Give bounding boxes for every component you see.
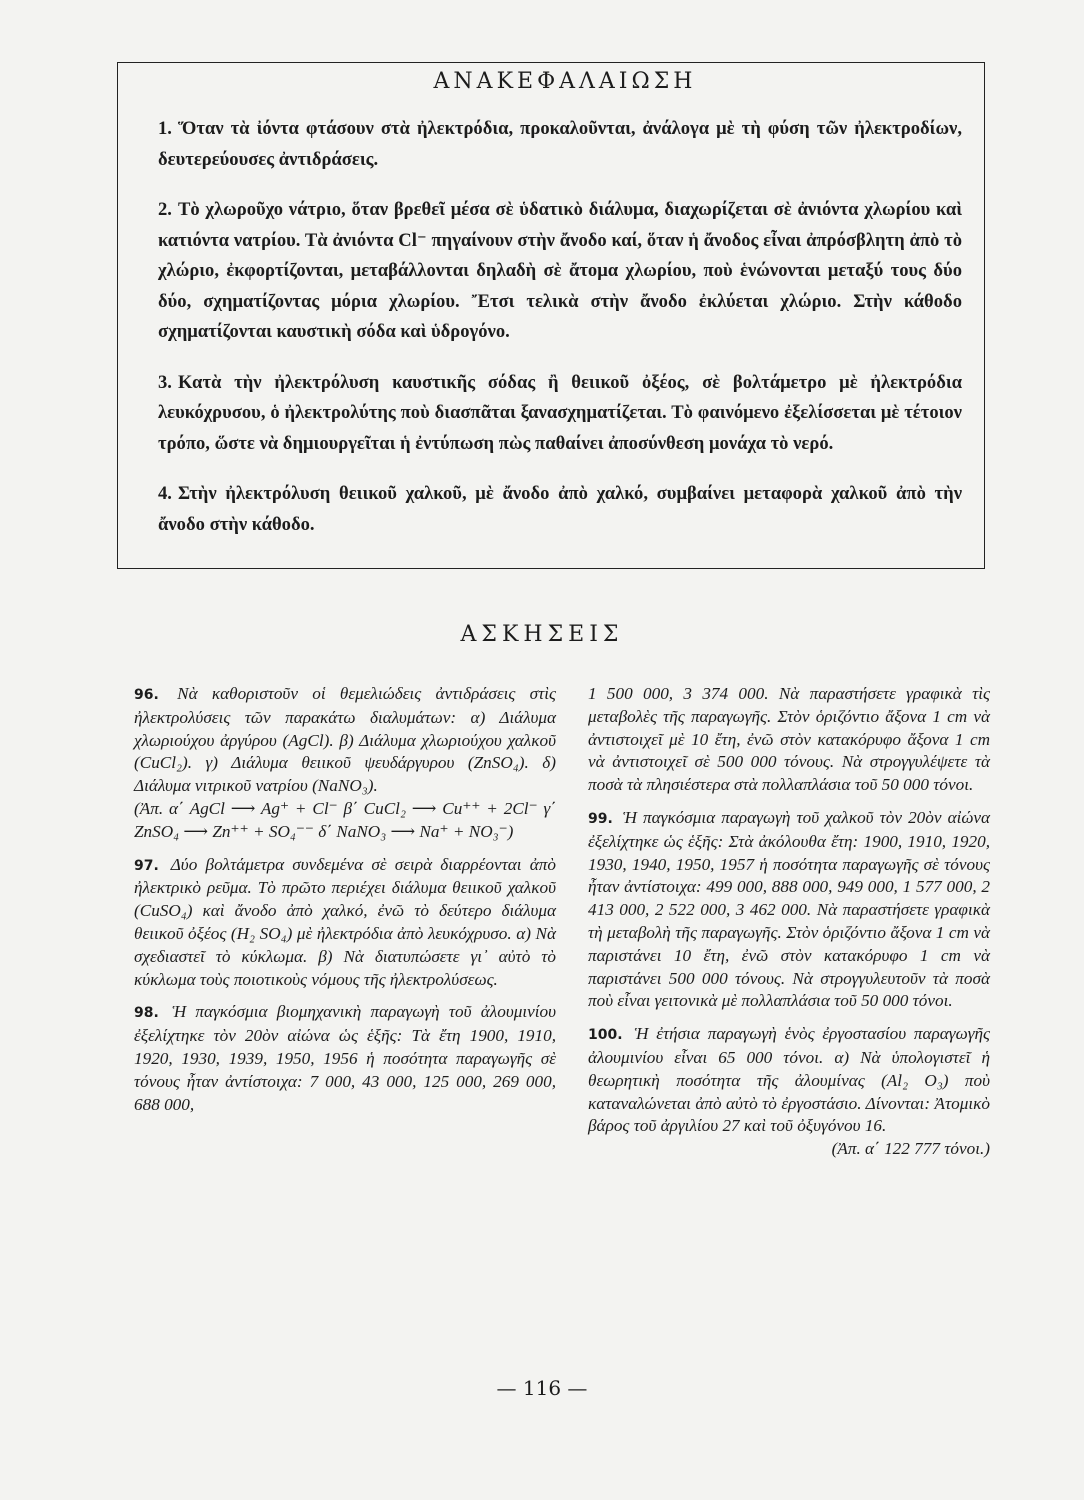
summary-item-text: Τὸ χλωροῦχο νάτριο, ὅταν βρεθεῖ μέσα σὲ ὑδατικὸ διάλυμα, διαχωρίζεται σὲ ἀνιόντα χλωρίου καὶ κατιόντα νατρίου. Τὰ ἀνιόντα Cl⁻ πηγαίνουν στὴν ἄνοδο καί, ὅταν ἡ ἄνοδος εἶναι ἀπρόσβλητη ἀπὸ τὸ χλώριο, ἐκφορτίζονται, μεταβάλλονται δηλαδὴ σὲ ἄτομα χλωρίου, ποὺ ἑνώνονται μεταξύ τους δύο δύο, σχηματίζοντας μόρια χλωρίου. Ἔτσι τελικὰ στὴν ἄνοδο ἐκλύεται χλώριο. Στὴν κάθοδο σχηματίζονται καυστικὴ σόδα καὶ ὑδρογόνο. <box>158 199 962 342</box>
summary-item-1 <box>158 114 962 175</box>
exercise-answer: (Ἀπ. α΄ AgCl ⟶ Ag⁺ + Cl⁻ β΄ CuCl₂ ⟶ Cu⁺⁺ + 2Cl⁻ γ΄ ZnSO₄ ⟶ Zn⁺⁺ + SO₄⁻⁻ δ΄ NaNO₃ ⟶ Na⁺ + NO₃⁻) <box>134 798 556 841</box>
summary-item-number: 2. <box>158 199 172 220</box>
exercise-number: 98. <box>134 1005 159 1022</box>
summary-item-number: 3. <box>158 371 172 393</box>
exercise-text: Ἡ παγκόσμια παραγωγὴ τοῦ χαλκοῦ τὸν 20ὸν αἰώνα ἐξελίχτηκε ὡς ἑξῆς: Στὰ ἀκόλουθα ἔτη: 1900, 1910, 1920, 1930, 1940, 1950, 1957 ἡ ποσότητα παραγωγῆς σὲ τόνους ἦταν ἀντίστοιχα: 499 000, 888 000, 949 000, 1 577 000, 2 413 000, 2 522 000, 3 462 000. Νὰ παραστήσετε γραφικὰ τὴ μεταβολὴ τῆς παραγωγῆς. Στὸν ὁριζόντιο ἄξονα 1 cm νὰ παριστάνει 10 ἔτη, ἐνῶ στὸν κατακόρυφο 1 cm νὰ παριστάνει 500 000 τόνους. Νὰ στρογγυλευτοῦν τὰ ποσὰ ποὺ εἶναι γειτονικὰ μὲ πολλαπλάσια τοῦ 50 000 τόνοι. <box>588 807 991 1011</box>
summary-item-text: Κατὰ τὴν ἠλεκτρόλυση καυστικῆς σόδας ἢ θειικοῦ ὀξέος, σὲ βολτάμετρο μὲ ἠλεκτρόδια λευκόχρυσου, ὁ ἠλεκτρολύτης ποὺ διασπᾶται ξανασχηματίζεται. Τὸ φαινόμενο ἐξελίσσεται μὲ τέτοιον τρόπο, ὥστε νὰ δημιουργεῖται ἡ ἐντύπωση πὼς παθαίνει ἀποσύνθεση μονάχα τὸ νερό. <box>158 371 962 454</box>
exercise-number: 100. <box>588 1027 623 1044</box>
exercise-number: 96. <box>134 687 159 703</box>
exercise-98-continuation: 1 500 000, 3 374 000. Νὰ παραστήσετε γραφικὰ τὶς μεταβολὲς τῆς παραγωγῆς. Στὸν ὁριζόντιο ἄξονα 1 cm νὰ ἀντιστοιχεῖ μὲ 10 ἔτη, ἐνῶ στὸν κατακόρυφο ἄξονα 1 cm νὰ ἀντιστοιχεῖ σὲ 500 000 τόνους. Νὰ στρογγυλέψετε τὰ ποσὰ τὰ πλησιέστερα στὰ πολλαπλάσια τοῦ 50 000 τόνοι. <box>588 684 990 795</box>
exercises-title: ΑΣΚΗΣΕΙΣ <box>460 622 624 647</box>
exercise-text: Ἡ ἐτήσια παραγωγὴ ἑνὸς ἐργοστασίου παραγωγῆς ἀλουμινίου εἶναι 65 000 τόνοι. α) Νὰ ὑπολογιστεῖ ἡ θεωρητικὴ ποσότητα τῆς ἀλουμίνας (Al₂ O₃) ποὺ καταναλώνεται ἀπὸ αὐτὸ τὸ ἐργοστάσιο. Δίνονται: Ἀτομικὸ βάρος τοῦ ἀργιλίου 27 καὶ τοῦ ὀξυγόνου 16. <box>588 1024 990 1136</box>
summary-item-number: 4. <box>158 483 172 504</box>
exercise-98 <box>134 1001 556 1116</box>
summary-item-3 <box>158 368 962 460</box>
exercise-99 <box>588 807 990 1013</box>
summary-box <box>117 62 985 569</box>
summary-item-4 <box>158 479 962 540</box>
exercise-answer: (Ἀπ. α΄ 122 777 τόνοι.) <box>831 1139 990 1159</box>
summary-item-number: 1. <box>158 118 172 139</box>
exercise-text: Δύο βολτάμετρα συνδεμένα σὲ σειρὰ διαρρέονται ἀπὸ ἠλεκτρικὸ ρεῦμα. Τὸ πρῶτο περιέχει διάλυμα θειικοῦ χαλκοῦ (CuSO₄) καὶ ἄνοδο ἀπὸ χαλκό, ἐνῶ τὸ δεύτερο διάλυμα θειικοῦ ὀξέος (H₂ SO₄) μὲ ἠλεκτρόδια ἀπὸ λευκόχρυσο. α) Νὰ σχεδιαστεῖ τὸ κύκλωμα. β) Νὰ διατυπώσετε γι᾽ αὐτὸ τὸ κύκλωμα τοὺς ποιοτικοὺς νόμους τῆς ἠλεκτρολύσεως. <box>134 854 556 989</box>
summary-item-text: Στὴν ἠλεκτρόλυση θειικοῦ χαλκοῦ, μὲ ἄνοδο ἀπὸ χαλκό, συμβαίνει μεταφορὰ χαλκοῦ ἀπὸ τὴν ἄνοδο στὴν κάθοδο. <box>158 483 962 535</box>
exercise-text: Ἡ παγκόσμια βιομηχανικὴ παραγωγὴ τοῦ ἀλουμινίου ἐξελίχτηκε τὸν 20ὸν αἰώνα ὡς ἑξῆς: Τὰ ἔτη 1900, 1910, 1920, 1930, 1939, 1950, 1956 ἡ ποσότητα παραγωγῆς σὲ τόνους ἦταν ἀντίστοιχα: 7 000, 43 000, 125 000, 269 000, 688 000, <box>134 1002 556 1114</box>
right-column <box>588 683 990 1171</box>
exercise-100 <box>588 1023 990 1161</box>
summary-title: ΑΝΑΚΕΦΑΛΑΙΩΣΗ <box>433 69 697 94</box>
page-number: — 116 — <box>496 1376 588 1400</box>
exercise-97 <box>134 854 556 992</box>
exercise-number: 97. <box>134 857 159 874</box>
exercise-text: Νὰ καθοριστοῦν οἱ θεμελιώδεις ἀντιδράσεις στὶς ἠλεκτρολύσεις τῶν παρακάτω διαλυμάτων: α) Διάλυμα χλωριούχου ἀργύρου (AgCl). β) Διάλυμα χλωριούχου χαλκοῦ (CuCl₂). γ) Διάλυμα θειικοῦ ψευδάργυρου (ZnSO₄). δ) Διάλυμα νιτρικοῦ νατρίου (NaNO₃). <box>134 684 557 796</box>
exercise-number: 99. <box>588 810 613 827</box>
exercise-96 <box>134 683 556 844</box>
summary-item-2 <box>158 195 962 348</box>
left-column <box>134 683 556 1126</box>
summary-item-text: Ὅταν τὰ ἰόντα φτάσουν στὰ ἠλεκτρόδια, προκαλοῦνται, ἀνάλογα μὲ τὴ φύση τῶν ἠλεκτροδίων, δευτερεύουσες ἀντιδράσεις. <box>158 118 962 170</box>
